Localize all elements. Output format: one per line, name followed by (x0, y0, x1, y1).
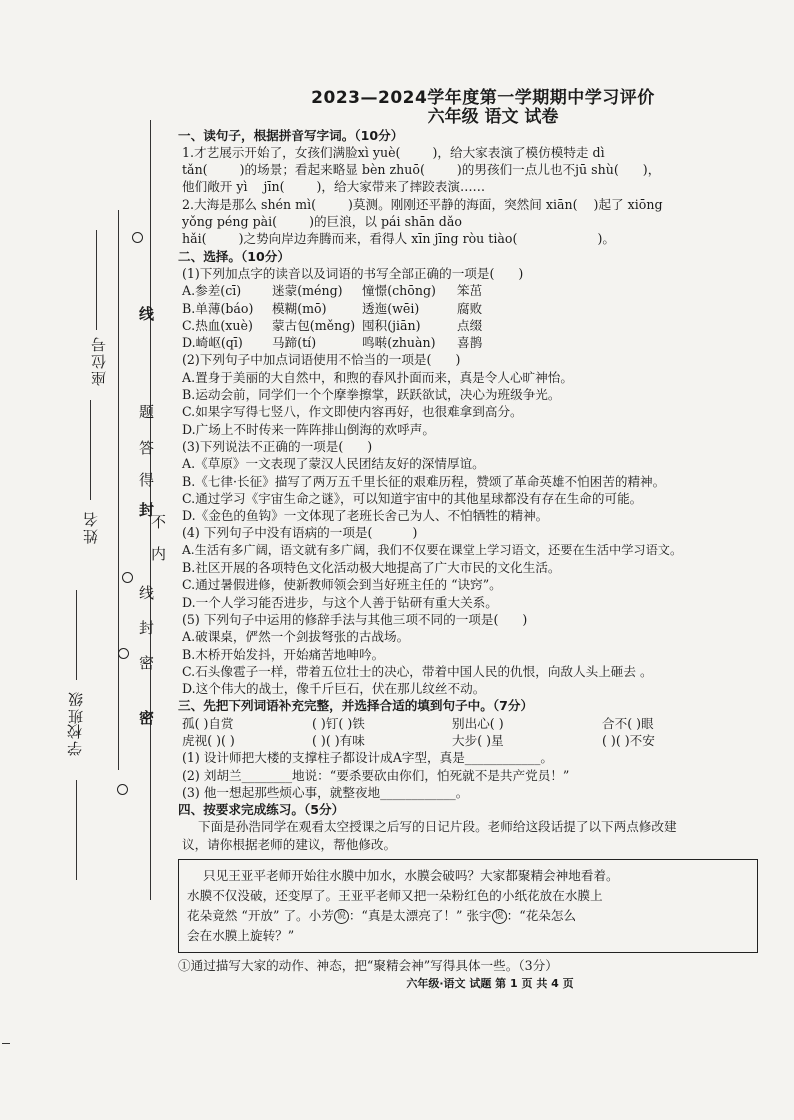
q5-option: A.破课桌，俨然一个剑拔弩张的古战场。 (182, 629, 410, 645)
q1-cell: 透迤(wēi) (362, 300, 420, 316)
section4-intro: 下面是孙浩同学在观看太空授课之后写的日记片段。老师给这段话提了以下两点修改建 (182, 819, 677, 835)
q1-cell: 点缀 (457, 317, 483, 333)
q4-stem: (4) 下列句子中没有语病的一项是( ) (182, 525, 418, 541)
seal-char: 题 (137, 404, 155, 419)
idiom-blank[interactable]: 合不( )眼 (602, 715, 654, 731)
diary-excerpt-box (178, 859, 758, 953)
seal-char: 封 (137, 620, 155, 635)
q1-option-row (178, 317, 768, 334)
q1-cell: A.参差(cī) (182, 283, 242, 299)
q5-option: B.木桥开始发抖，开始痛苦地呻吟。 (182, 646, 385, 662)
exam-page (178, 90, 768, 974)
q1-cell: C.热血(xuè) (182, 317, 253, 333)
name-label: 姓名 (82, 510, 100, 544)
q1-option-row (178, 334, 768, 351)
binding-hole (122, 572, 133, 583)
seal-char: 内 (149, 546, 167, 561)
seal-char: 答 (137, 440, 155, 455)
idiom-blank[interactable]: 虎视( )( ) (182, 732, 235, 748)
diary-line (187, 906, 749, 926)
binding-hole (118, 648, 129, 659)
q5-stem: (5) 下列句子中运用的修辞手法与其他三项不同的一项是( ) (182, 611, 528, 627)
diary-line: 水膜不仅没破，还变厚了。王亚平老师又把一朵粉红色的小纸花放在水膜上 (187, 888, 603, 904)
q2-option: B.运动会前，同学们一个个摩拳擦掌，跃跃欲试，决心为班级争光。 (182, 387, 561, 403)
q3-option: B.《七律·长征》描写了两万五千里长征的艰难历程，赞颂了革命英雄不怕困苦的精神。 (182, 473, 666, 489)
section1-line: yǒng péng pài( )的巨浪，以 pái shān dǎo (182, 214, 462, 230)
section4-heading: 四、按要求完成练习。（5分） (178, 802, 345, 818)
q5-option: D.这个伟大的战士，像千斤巨石，伏在那儿纹丝不动。 (182, 681, 486, 697)
seal-char: 得 (137, 472, 155, 487)
q1-cell: 囤积(jiān) (362, 317, 421, 333)
diary-text: 花朵竟然 “开放” 了。小芳 (187, 908, 334, 924)
q1-cell: D.崎岖(qī) (182, 335, 243, 351)
q1-option-row (178, 282, 768, 299)
diary-text: ：“花朵怎么 (506, 908, 577, 924)
seal-char: 密 (137, 655, 155, 670)
q1-cell: 鸣啭(zhuàn) (362, 335, 436, 351)
q2-option: A.置身于美丽的大自然中，和煦的春风扑面而来，真是令人心旷神怡。 (182, 369, 573, 385)
idiom-blank[interactable]: 大步( )星 (452, 732, 504, 748)
section3-heading: 三、先把下列词语补充完整，并选择合适的填到句子中。（7分） (178, 698, 534, 714)
section4-intro: 议，请你根据老师的建议，帮他修改。 (182, 836, 397, 852)
section1-line: 1.才艺展示开始了，女孩们满脸xì yuè( )，给大家表演了模仿模特走 dì (182, 144, 605, 160)
idiom-blank[interactable]: ( )( )不安 (602, 732, 655, 748)
page-footer: 六年级·语文 试题 第 1 页 共 4 页 (406, 977, 574, 990)
q1-stem: (1)下列加点字的读音以及词语的书写全部正确的一项是( ) (182, 265, 524, 281)
q1-cell: 蒙古包(měng) (272, 317, 356, 333)
section4-instruction: ①通过描写大家的动作、神态，把“聚精会神”写得具体一些。（3分） (178, 958, 558, 974)
q4-option: C.通过暑假进修，使新教师领会到当好班主任的 “诀窍”。 (182, 577, 502, 593)
exam-title: 2023—2024学年度第一学期期中学习评价 (311, 88, 655, 108)
seal-char: 密 (137, 710, 155, 725)
seat-number-field[interactable] (96, 230, 97, 330)
section1-line: tǎn( )的场景；看起来略显 bèn zhuō( )的男孩们一点儿也不jū shù( )， (182, 162, 661, 178)
binding-hole (132, 232, 143, 243)
section1-line: 2.大海是那么 shén mì( )莫测。刚刚还平静的海面，突然间 xiān( )起了 xiōng (182, 196, 663, 212)
binding-margin (0, 0, 175, 1120)
idiom-blank[interactable]: ( )( )有味 (312, 732, 365, 748)
fill-sentence[interactable]: (3) 他一想起那些烦心事，就整夜地____________。 (182, 784, 469, 800)
seal-char: 不 (149, 514, 167, 529)
idiom-blank[interactable]: 别出心( ) (452, 715, 504, 731)
exam-subtitle: 六年级 语文 试卷 (427, 107, 559, 128)
section1-line: 他们敞开 yì jīn( )，给大家带来了摔跤表演…… (182, 179, 486, 195)
seal-char: 封 (137, 502, 155, 517)
q3-stem: (3)下列说法不正确的一项是( ) (182, 438, 373, 454)
q4-option: D.一个人学习能否进步，与这个人善于钻研有重大关系。 (182, 594, 498, 610)
q1-cell: 憧憬(chōng) (362, 283, 436, 299)
school-field[interactable] (76, 780, 77, 880)
idiom-blank[interactable]: 孤( )自赏 (182, 715, 234, 731)
q4-option: A.生活有多广阔，语文就有多广阔，我们不仅要在课堂上学习语文，还要在生活中学习语文。 (182, 542, 683, 557)
q1-cell: B.单薄(báo) (182, 300, 254, 316)
binding-hole (117, 784, 128, 795)
class-field[interactable] (76, 590, 77, 680)
class-label: 班级 (67, 690, 85, 724)
q3-option: D.《金色的鱼钩》一文体现了老班长舍己为人、不怕牺牲的精神。 (182, 508, 549, 524)
edge-mark (2, 1043, 10, 1044)
q4-option: B.社区开展的各项特色文化活动极大地提高了广大市民的文化生活。 (182, 560, 561, 576)
diary-text: ：“真是太漂亮了！” 张宇 (348, 908, 492, 924)
q2-stem: (2)下列句子中加点词语使用不恰当的一项是( ) (182, 352, 461, 368)
q3-option: C.通过学习《宇宙生命之谜》，可以知道宇宙中的其他星球都没有存在生命的可能。 (182, 490, 643, 506)
idiom-row (178, 732, 768, 749)
q2-option: C.如果字写得七竖八，作文即使内容再好，也很难拿到高分。 (182, 404, 523, 420)
q1-cell: 迷蒙(méng) (272, 283, 343, 299)
q1-cell: 喜鹊 (457, 335, 483, 351)
q2-option: D.广场上不时传来一阵阵排山倒海的欢呼声。 (182, 421, 435, 437)
q1-cell: 马蹄(tí) (272, 335, 317, 351)
idiom-blank[interactable]: ( )钉( )铁 (312, 715, 365, 731)
seat-number-label: 座位号 (90, 335, 108, 386)
seal-char: 线 (137, 585, 155, 600)
school-label: 学校 (66, 722, 84, 756)
binding-line-left (118, 210, 119, 770)
q1-cell: 笨茁 (457, 283, 483, 299)
q5-option: C.石头像雹子一样，带着五位壮士的决心，带着中国人民的仇恨，向敌人头上砸去 。 (182, 663, 653, 679)
section1-heading: 一、读句子，根据拼音写字词。（10分） (178, 127, 404, 143)
revision-mark-icon: 说 (334, 909, 349, 924)
fill-sentence[interactable]: (1) 设计师把大楼的支撑柱子都设计成A字型，真是____________。 (182, 750, 553, 766)
q1-cell: 腐败 (457, 300, 483, 316)
section2-heading: 二、选择。（10分） (178, 248, 290, 264)
diary-line: 会在水膜上旋转？” (187, 928, 295, 944)
seal-char: 线 (137, 306, 155, 321)
q3-option: A.《草原》一文表现了蒙汉人民团结友好的深情厚谊。 (182, 456, 485, 472)
idiom-row (178, 715, 768, 732)
q1-option-row (178, 300, 768, 317)
q1-cell: 模糊(mō) (272, 300, 327, 316)
section1-line: hǎi( )之势向岸边奔腾而来，看得人 xīn jīng ròu tiào( )。 (182, 231, 615, 247)
name-field[interactable] (90, 400, 91, 500)
fill-sentence[interactable]: (2) 刘胡兰________地说：“要杀要砍由你们，怕死就不是共产党员！” (182, 767, 570, 783)
revision-mark-icon: 说 (492, 909, 507, 924)
diary-line: 只见王亚平老师开始往水膜中加水，水膜会破吗？大家都聚精会神地看着。 (187, 868, 619, 884)
